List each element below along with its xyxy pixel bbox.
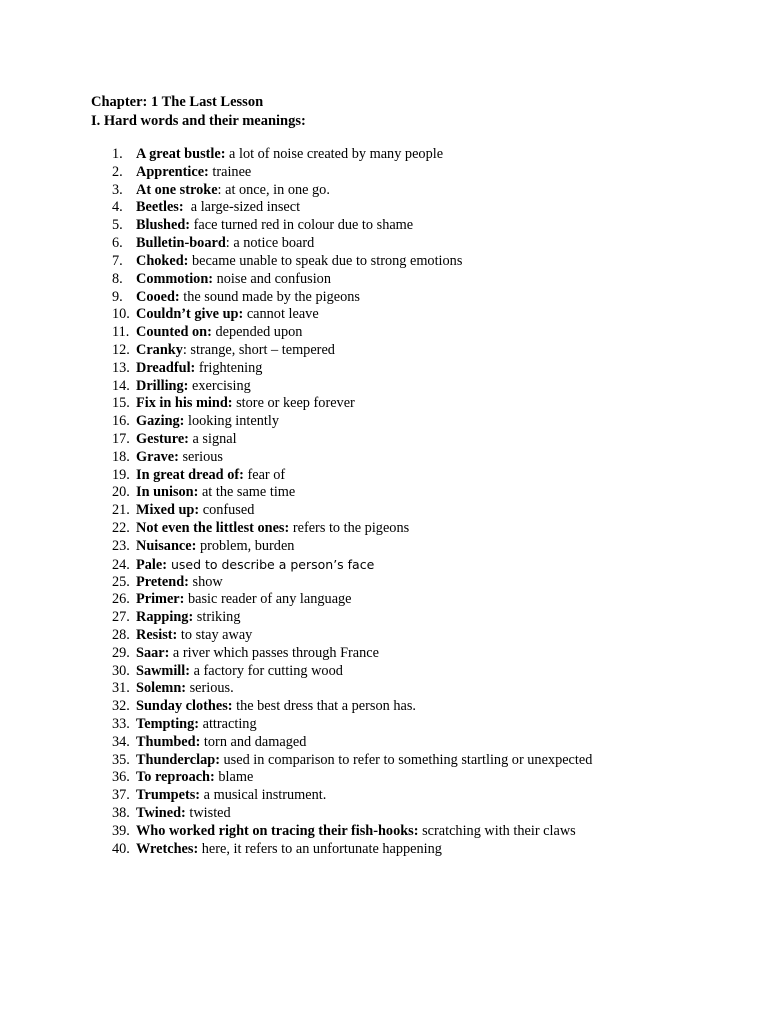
item-number: 33. xyxy=(112,716,130,732)
list-item xyxy=(91,734,751,752)
word-meaning: serious. xyxy=(186,680,234,697)
word-meaning: torn and damaged xyxy=(200,733,307,750)
item-number: 27. xyxy=(112,609,130,626)
item-number: 25. xyxy=(112,573,130,590)
item-number: 40. xyxy=(112,840,130,857)
item-number: 38. xyxy=(112,805,130,822)
list-item xyxy=(91,235,751,253)
list-item xyxy=(91,271,751,289)
word-meaning: a signal xyxy=(188,431,237,447)
word-meaning: the sound made by the pigeons xyxy=(179,288,360,305)
word-term: Wretches: xyxy=(136,840,199,857)
list-item xyxy=(91,805,751,823)
item-number: 21. xyxy=(112,502,130,519)
word-term: Bulletin-board xyxy=(136,235,226,252)
item-number: 3. xyxy=(112,181,123,198)
list-item xyxy=(91,680,751,698)
word-term: Couldn’t give up: xyxy=(136,306,244,323)
item-number: 30. xyxy=(112,662,130,679)
item-number: 8. xyxy=(112,270,123,287)
item-number: 23. xyxy=(112,537,130,554)
word-meaning: became unable to speak due to strong emotions xyxy=(188,252,463,269)
word-meaning: a musical instrument. xyxy=(200,787,327,804)
item-number: 24. xyxy=(112,556,130,573)
word-term: Dreadful: xyxy=(136,359,196,376)
item-number: 9. xyxy=(112,288,123,305)
word-term: Sawmill: xyxy=(136,662,191,679)
list-item xyxy=(91,342,751,360)
chapter-title: Chapter: 1 The Last Lesson xyxy=(91,94,264,110)
word-meaning: attracting xyxy=(199,716,257,732)
word-meaning: the best dress that a person has. xyxy=(232,698,416,715)
list-item xyxy=(91,289,751,307)
word-meaning: trainee xyxy=(208,163,252,180)
word-meaning: twisted xyxy=(185,805,231,822)
item-number: 20. xyxy=(112,484,130,501)
word-term: Saar: xyxy=(136,644,170,661)
list-item xyxy=(91,324,751,342)
word-meaning: basic reader of any language xyxy=(184,591,352,608)
word-term: Apprentice: xyxy=(136,163,209,180)
word-term: Resist: xyxy=(136,626,178,643)
list-item xyxy=(91,698,751,716)
list-item xyxy=(91,609,751,627)
word-term: Nuisance: xyxy=(136,537,197,554)
word-term: At one stroke xyxy=(136,181,218,198)
word-term: Fix in his mind: xyxy=(136,395,233,412)
item-number: 39. xyxy=(112,822,130,839)
word-meaning: used to describe a person’s face xyxy=(166,556,375,572)
list-item xyxy=(91,199,751,217)
list-item xyxy=(91,378,751,396)
list-item xyxy=(91,538,751,556)
item-number: 12. xyxy=(112,341,130,358)
word-meaning: store or keep forever xyxy=(232,395,355,412)
word-term: Gazing: xyxy=(136,413,185,430)
word-meaning: striking xyxy=(193,609,241,626)
item-number: 11. xyxy=(112,324,130,341)
word-list xyxy=(91,146,751,859)
word-term: In great dread of: xyxy=(136,466,244,483)
word-meaning: noise and confusion xyxy=(213,270,331,287)
item-number: 18. xyxy=(112,448,130,465)
item-number: 34. xyxy=(112,733,130,750)
item-number: 1. xyxy=(112,146,123,162)
list-item xyxy=(91,716,751,734)
word-term: Counted on: xyxy=(136,324,212,341)
list-item xyxy=(91,164,751,182)
word-term: To reproach: xyxy=(136,769,215,786)
list-item xyxy=(91,627,751,645)
word-meaning: frightening xyxy=(195,359,263,376)
word-meaning: a large-sized insect xyxy=(183,199,301,216)
list-item xyxy=(91,146,751,164)
list-item xyxy=(91,306,751,324)
list-item xyxy=(91,752,751,770)
list-item xyxy=(91,467,751,485)
list-item xyxy=(91,787,751,805)
word-term: Tempting: xyxy=(136,716,200,732)
word-term: Mixed up: xyxy=(136,502,200,519)
item-number: 32. xyxy=(112,698,130,715)
list-item xyxy=(91,253,751,271)
word-term: Cooed: xyxy=(136,288,180,305)
list-item xyxy=(91,502,751,520)
word-meaning: fear of xyxy=(243,466,286,483)
word-term: In unison: xyxy=(136,484,199,501)
word-term: Grave: xyxy=(136,448,179,465)
item-number: 29. xyxy=(112,644,130,661)
word-term: Pretend: xyxy=(136,573,189,590)
word-meaning: blame xyxy=(214,769,254,786)
word-meaning: face turned red in colour due to shame xyxy=(190,217,414,234)
word-term: Cranky xyxy=(136,341,183,358)
item-number: 28. xyxy=(112,626,130,643)
item-number: 6. xyxy=(112,235,123,252)
list-item xyxy=(91,182,751,200)
word-term: Not even the littlest ones: xyxy=(136,520,290,537)
list-item xyxy=(91,574,751,592)
list-item xyxy=(91,484,751,502)
list-item xyxy=(91,823,751,841)
item-number: 4. xyxy=(112,199,123,216)
word-meaning: refers to the pigeons xyxy=(289,520,410,537)
item-number: 22. xyxy=(112,520,130,537)
item-number: 14. xyxy=(112,377,130,394)
list-item xyxy=(91,556,751,574)
word-meaning: depended upon xyxy=(211,324,303,341)
word-meaning: cannot leave xyxy=(243,306,319,323)
word-meaning: used in comparison to refer to something startling or unexpected xyxy=(219,751,593,768)
word-term: Choked: xyxy=(136,252,189,269)
list-item xyxy=(91,663,751,681)
word-meaning: at the same time xyxy=(198,484,296,501)
list-item xyxy=(91,769,751,787)
item-number: 37. xyxy=(112,787,130,804)
word-term: Blushed: xyxy=(136,217,191,234)
word-term: Drilling: xyxy=(136,377,189,394)
item-number: 7. xyxy=(112,252,123,269)
word-term: Beetles: xyxy=(136,199,184,216)
word-term: Solemn: xyxy=(136,680,187,697)
section-title: I. Hard words and their meanings: xyxy=(91,113,306,129)
item-number: 13. xyxy=(112,359,130,376)
list-item xyxy=(91,217,751,235)
word-term: Thumbed: xyxy=(136,733,201,750)
word-meaning: confused xyxy=(199,502,255,519)
list-item xyxy=(91,645,751,663)
word-meaning: here, it refers to an unfortunate happening xyxy=(198,840,442,857)
item-number: 10. xyxy=(112,306,130,323)
word-term: Twined: xyxy=(136,805,186,822)
word-term: Primer: xyxy=(136,591,185,608)
list-item xyxy=(91,841,751,859)
list-item xyxy=(91,591,751,609)
item-number: 19. xyxy=(112,466,130,483)
word-meaning: : a notice board xyxy=(225,235,315,252)
list-item xyxy=(91,449,751,467)
word-meaning: looking intently xyxy=(184,413,279,430)
word-meaning: show xyxy=(188,573,223,590)
item-number: 36. xyxy=(112,769,130,786)
word-meaning: to stay away xyxy=(177,626,253,643)
item-number: 31. xyxy=(112,680,130,697)
word-term: Pale: xyxy=(136,556,167,573)
item-number: 16. xyxy=(112,413,130,430)
word-term: Commotion: xyxy=(136,270,214,287)
list-item xyxy=(91,413,751,431)
word-meaning: a factory for cutting wood xyxy=(190,662,343,679)
word-meaning: : strange, short – tempered xyxy=(182,341,335,358)
word-meaning: a lot of noise created by many people xyxy=(225,146,444,162)
item-number: 2. xyxy=(112,163,123,180)
word-meaning: a river which passes through France xyxy=(169,644,379,661)
word-meaning: serious xyxy=(178,448,223,465)
word-meaning: problem, burden xyxy=(196,537,295,554)
word-term: A great bustle: xyxy=(136,146,226,162)
word-meaning: exercising xyxy=(188,377,251,394)
word-term: Sunday clothes: xyxy=(136,698,233,715)
word-term: Trumpets: xyxy=(136,787,201,804)
item-number: 17. xyxy=(112,431,130,447)
item-number: 5. xyxy=(112,217,123,234)
item-number: 26. xyxy=(112,591,130,608)
item-number: 15. xyxy=(112,395,130,412)
item-number: 35. xyxy=(112,751,130,768)
word-term: Gesture: xyxy=(136,431,189,447)
word-meaning: scratching with their claws xyxy=(418,822,576,839)
list-item xyxy=(91,520,751,538)
word-term: Who worked right on tracing their fish-hooks: xyxy=(136,822,419,839)
list-item xyxy=(91,395,751,413)
word-term: Rapping: xyxy=(136,609,194,626)
word-meaning: : at once, in one go. xyxy=(217,181,330,198)
word-term: Thunderclap: xyxy=(136,751,220,768)
list-item xyxy=(91,431,751,449)
list-item xyxy=(91,360,751,378)
